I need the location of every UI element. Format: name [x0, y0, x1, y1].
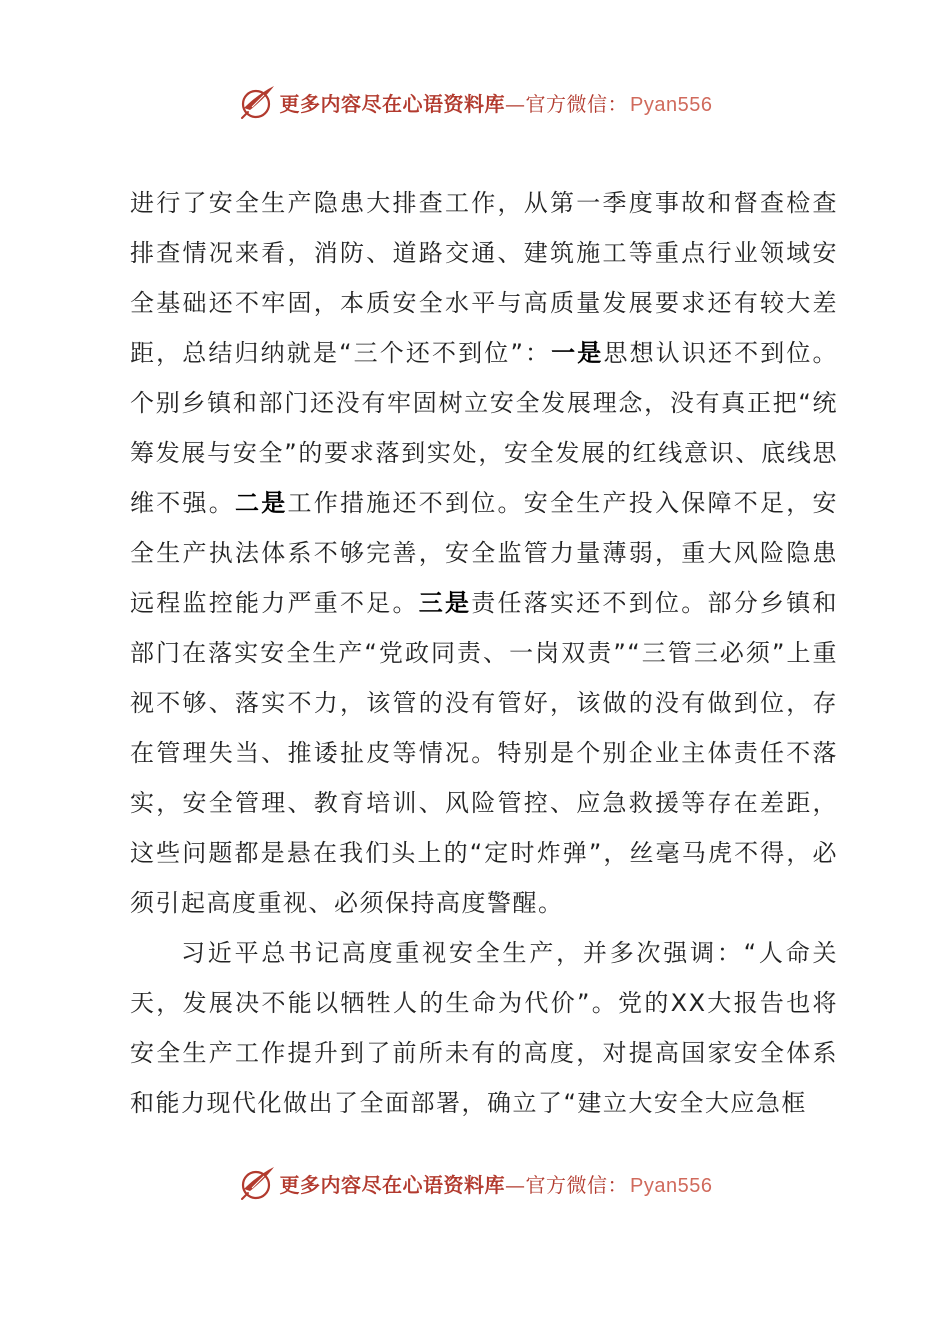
banner-wechat-id: Pyan556 [630, 1174, 713, 1197]
header-banner [0, 80, 950, 124]
text-segment: 进行了安全生产隐患大排查工作，从第一季度事故和督查检查排查情况来看，消防、道路交通、建筑施工等重点行业领域安全基础还不牢固，本质安全水平与高质量发展要求还有较大差距，总结归纳就是“三个还不到位”： [130, 189, 838, 367]
emphasis-first: 一是 [551, 339, 604, 367]
banner-wechat-id: Pyan556 [630, 93, 713, 116]
paragraph-2 [130, 928, 838, 1128]
banner-wechat-label: 官方微信： [525, 91, 629, 116]
text-segment: 工作措施还不到位。安全生产投入保障不足，安全生产执法体系不够完善，安全监管力量薄弱，重大风险隐患远程监控能力严重不足。 [130, 489, 838, 617]
quill-pen-logo-icon [238, 82, 278, 122]
emphasis-second: 二是 [235, 489, 288, 517]
paragraph-1 [130, 178, 838, 928]
text-segment: 责任落实还不到位。部分乡镇和部门在落实安全生产“党政同责、一岗双责”“三管三必须”上重视不够、落实不力，该管的没有管好，该做的没有做到位，存在管理失当、推诿扯皮等情况。特别是个别企业主体责任不落实，安全管理、教育培训、风险管控、应急救援等存在差距，这些问题都是悬在我们头上的“定时炸弹”，丝毫马虎不得，必须引起高度重视、必须保持高度警醒。 [130, 589, 838, 917]
banner-brand: 更多内容尽在心语资料库 [279, 1172, 506, 1197]
document-body [130, 178, 838, 1128]
text-segment: 习近平总书记高度重视安全生产，并多次强调：“人命关天，发展决不能以牺牲人的生命为代价”。党的XX大报告也将安全生产工作提升到了前所未有的高度，对提高国家安全体系和能力现代化做出了全面部署，确立了“建立大安全大应急框 [130, 939, 838, 1117]
footer-banner [0, 1161, 950, 1205]
banner-separator: — [505, 1172, 526, 1197]
banner-text [280, 88, 713, 117]
banner-brand: 更多内容尽在心语资料库 [279, 91, 506, 116]
banner-text [280, 1169, 713, 1198]
text-segment: 思想认识还不到位。个别乡镇和部门还没有牢固树立安全发展理念，没有真正把“统筹发展与安全”的要求落到实处，安全发展的红线意识、底线思维不强。 [130, 339, 839, 517]
quill-pen-logo-icon [238, 1163, 278, 1203]
emphasis-third: 三是 [418, 589, 472, 617]
banner-wechat-label: 官方微信： [525, 1172, 629, 1197]
banner-separator: — [505, 91, 526, 116]
